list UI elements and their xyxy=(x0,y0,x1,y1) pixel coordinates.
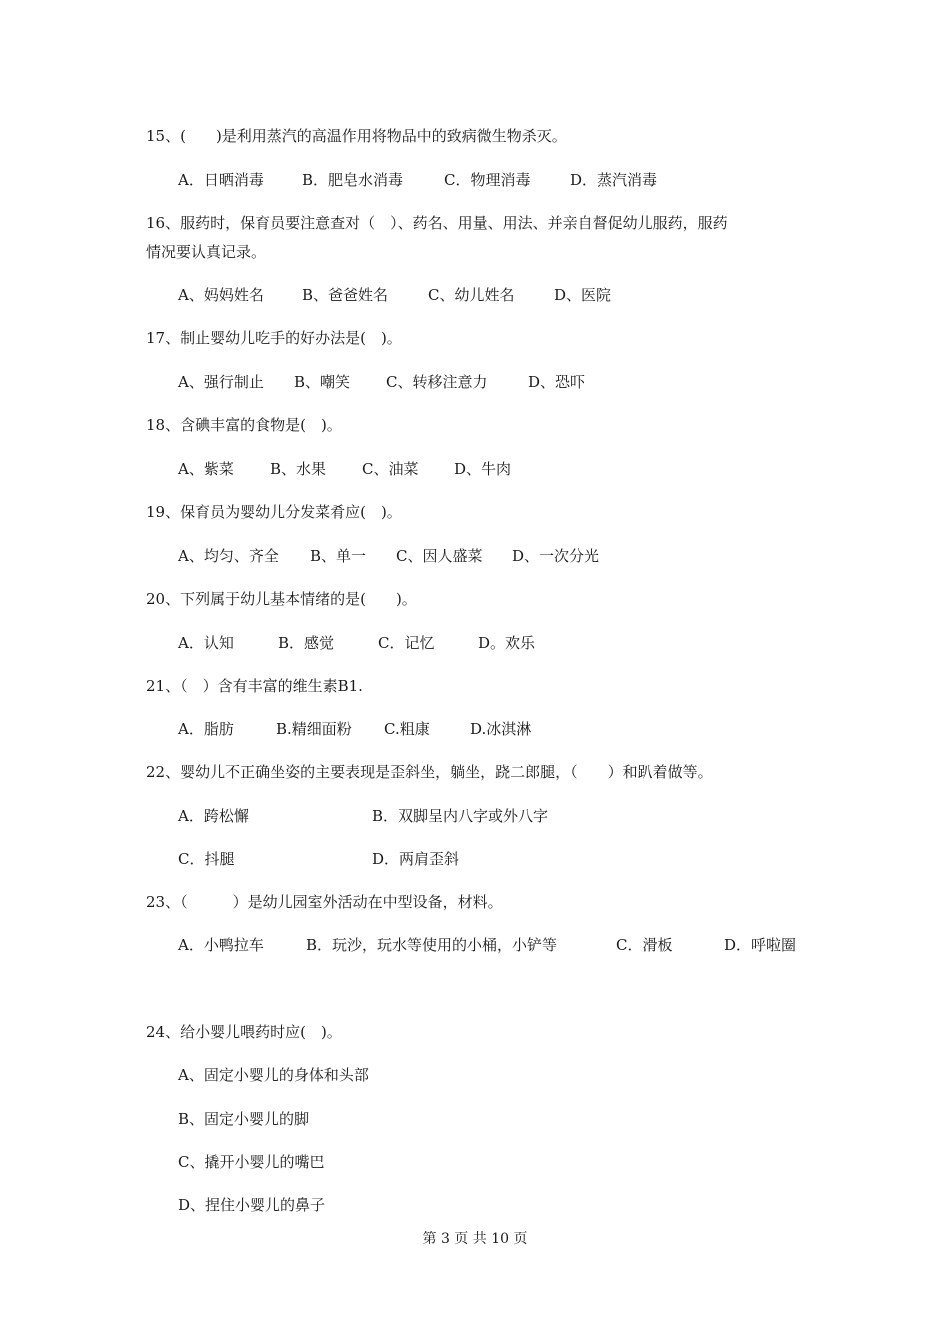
option-c: C、撬开小婴儿的嘴巴 xyxy=(178,1153,325,1171)
option-c: C、因人盛菜 xyxy=(396,547,483,565)
option-a: A、妈妈姓名 xyxy=(178,286,264,304)
option-d: D．呼啦圈 xyxy=(724,936,797,954)
option-c: C．物理消毒 xyxy=(444,171,531,189)
option-b: B．玩沙，玩水等使用的小桶，小铲等 xyxy=(306,936,558,954)
question-18: 18、含碘丰富的食物是( )。 xyxy=(146,416,342,434)
option-a: A．脂肪 xyxy=(178,720,234,738)
option-b: B.精细面粉 xyxy=(276,720,352,738)
option-a: A．日晒消毒 xyxy=(178,171,264,189)
option-d: D.冰淇淋 xyxy=(470,720,532,738)
option-a: A、紫菜 xyxy=(178,460,234,478)
option-d: D、恐吓 xyxy=(528,373,586,391)
question-19: 19、保育员为婴幼儿分发菜肴应( )。 xyxy=(146,503,402,521)
option-a: A、均匀、齐全 xyxy=(178,547,279,565)
question-23: 23、（ ）是幼儿园室外活动在中型设备，材料。 xyxy=(146,893,503,911)
option-d: D、医院 xyxy=(554,286,612,304)
option-b: B、固定小婴儿的脚 xyxy=(178,1110,310,1128)
option-c: C、幼儿姓名 xyxy=(428,286,515,304)
question-22: 22、婴幼儿不正确坐姿的主要表现是歪斜坐，躺坐，跷二郎腿，（ ）和趴着做等。 xyxy=(146,763,713,781)
option-d: D、牛肉 xyxy=(454,460,512,478)
option-a: A．认知 xyxy=(178,634,234,652)
question-16-cont: 情况要认真记录。 xyxy=(146,243,267,261)
question-24: 24、给小婴儿喂药时应( )。 xyxy=(146,1023,342,1041)
option-b: B、嘲笑 xyxy=(294,373,351,391)
option-a: A、固定小婴儿的身体和头部 xyxy=(178,1066,369,1084)
option-d: D．两肩歪斜 xyxy=(372,850,460,868)
option-a: A、强行制止 xyxy=(178,373,264,391)
option-c: C．滑板 xyxy=(616,936,673,954)
question-15: 15、( )是利用蒸汽的高温作用将物品中的致病微生物杀灭。 xyxy=(146,127,567,145)
option-c: C、转移注意力 xyxy=(386,373,488,391)
question-21: 21、（ ）含有丰富的维生素B1. xyxy=(146,677,363,695)
option-a: A．小鸭拉车 xyxy=(178,936,264,954)
option-c: C.粗康 xyxy=(384,720,430,738)
option-b: B．感觉 xyxy=(278,634,335,652)
option-b: B．双脚呈内八字或外八字 xyxy=(372,807,549,825)
option-d: D．蒸汽消毒 xyxy=(570,171,658,189)
question-20: 20、下列属于幼儿基本情绪的是( )。 xyxy=(146,590,417,608)
option-c: C．抖腿 xyxy=(178,850,235,868)
option-b: B、爸爸姓名 xyxy=(302,286,389,304)
page-number-footer: 第 3 页 共 10 页 xyxy=(422,1231,528,1247)
option-b: B、水果 xyxy=(270,460,327,478)
question-17: 17、制止婴幼儿吃手的好办法是( )。 xyxy=(146,329,402,347)
option-c: C．记忆 xyxy=(378,634,435,652)
option-d: D、捏住小婴儿的鼻子 xyxy=(178,1196,326,1214)
option-c: C、油菜 xyxy=(362,460,419,478)
option-b: B．肥皂水消毒 xyxy=(302,171,404,189)
option-d: D。欢乐 xyxy=(478,634,536,652)
option-d: D、一次分光 xyxy=(512,547,600,565)
option-b: B、单一 xyxy=(310,547,367,565)
question-16: 16、服药时，保育员要注意查对（ ）、药名、用量、用法、并亲自督促幼儿服药，服药 xyxy=(146,214,728,232)
option-a: A．跨松懈 xyxy=(178,807,249,825)
